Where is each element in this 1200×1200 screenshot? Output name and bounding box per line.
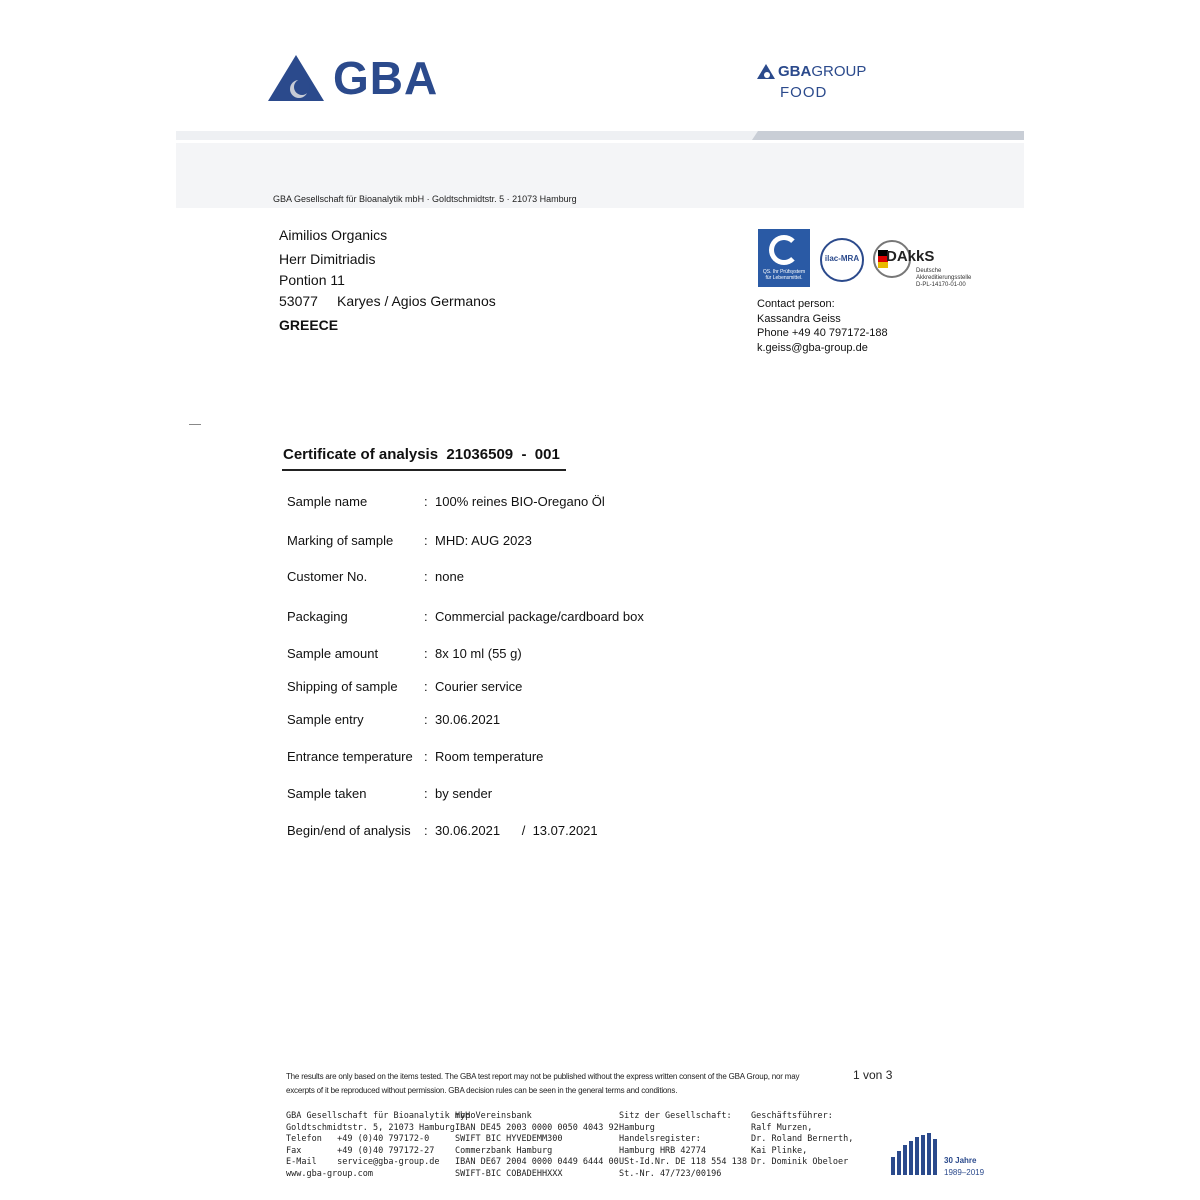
footer-line: Dr. Roland Bernerth, <box>751 1134 854 1144</box>
info-value: 30.06.2021 <box>435 712 501 727</box>
footer-line: IBAN DE45 2003 0000 0050 4043 92 <box>455 1122 619 1133</box>
gba-group-logo-rest: GROUP <box>811 63 867 80</box>
gba-logo-text: GBA <box>333 52 439 104</box>
footer-bank-column <box>455 1111 619 1180</box>
footer-line: Kai Plinke, <box>751 1145 808 1156</box>
recipient-company: Aimilios Organics <box>279 227 388 243</box>
info-label: Sample entry <box>287 712 364 727</box>
header-band-accent <box>752 131 1024 140</box>
footer-line: HypoVereinsbank <box>455 1111 532 1121</box>
info-label: Marking of sample <box>287 533 394 548</box>
recipient-street: Pontion 11 <box>279 272 345 288</box>
qs-logo-text: QS. Ihr Prüfsystem für Lebensmittel. <box>762 269 806 281</box>
fold-mark <box>189 424 201 425</box>
ilac-mra-text: ilac-MRA <box>824 254 860 263</box>
anniversary-title: 30 Jahre <box>944 1156 977 1165</box>
ilac-mra-logo <box>820 238 864 282</box>
footer-line: Goldtschmidtstr. 5, 21073 Hamburg <box>286 1122 455 1133</box>
info-colon: : <box>424 569 428 584</box>
certificate-title-underline <box>282 469 566 471</box>
info-value: by sender <box>435 786 493 801</box>
footer-line: Hamburg HRB 42774 <box>619 1145 706 1156</box>
qs-logo <box>758 229 810 287</box>
footer-line: Ralf Murzen, <box>751 1122 813 1133</box>
gba-group-logo-bold: GBA <box>778 63 812 80</box>
info-value: 100% reines BIO-Oregano Öl <box>435 494 605 509</box>
gba-logo-icon <box>268 55 324 101</box>
info-value: 8x 10 ml (55 g) <box>435 646 522 661</box>
info-label: Customer No. <box>287 569 368 584</box>
info-label: Sample name <box>287 494 368 509</box>
info-label: Sample taken <box>287 786 367 801</box>
info-value: none <box>435 569 464 584</box>
info-colon: : <box>424 494 428 509</box>
sender-line: GBA Gesellschaft für Bioanalytik mbH · Goldtschmidtstr. 5 · 21073 Hamburg <box>273 194 577 204</box>
footer-line: www.gba-group.com <box>286 1168 373 1179</box>
info-colon: : <box>424 749 428 764</box>
footer-line: IBAN DE67 2004 0000 0449 6444 00 <box>455 1157 619 1167</box>
footer-line: Telefon +49 (0)40 797172-0 <box>286 1134 430 1144</box>
info-value: Room temperature <box>435 749 544 764</box>
contact-email: k.geiss@gba-group.de <box>757 342 868 354</box>
footer-line: Fax +49 (0)40 797172-27 <box>286 1145 435 1156</box>
footer-line: E-Mail service@gba-group.de <box>286 1157 440 1167</box>
info-label: Begin/end of analysis <box>287 823 411 838</box>
info-value: Commercial package/cardboard box <box>435 609 644 624</box>
dakks-sub-line2: Akkreditierungsstelle <box>916 275 972 281</box>
dakks-sub-line3: D-PL-14170-01-00 <box>916 282 966 288</box>
info-colon: : <box>424 679 428 694</box>
info-value: MHD: AUG 2023 <box>435 533 532 548</box>
disclaimer-line1: The results are only based on the items tested. The GBA test report may not be published without the express written consent of the GBA Group, nor may <box>286 1072 800 1081</box>
info-colon: : <box>424 533 428 548</box>
info-colon: : <box>424 786 428 801</box>
gba-group-logo <box>778 63 866 81</box>
footer-line: GBA Gesellschaft für Bioanalytik mbH <box>286 1111 471 1121</box>
footer-line: Handelsregister: <box>619 1134 701 1144</box>
anniversary-logo-icon <box>891 1133 939 1175</box>
footer-line: SWIFT-BIC COBADEHHXXX <box>455 1168 563 1179</box>
info-label: Sample amount <box>287 646 379 661</box>
recipient-name: Herr Dimitriadis <box>279 251 376 267</box>
dakks-subtitle <box>916 268 971 289</box>
page-number: 1 von 3 <box>853 1068 893 1082</box>
footer-line: St.-Nr. 47/723/00196 <box>619 1168 722 1179</box>
contact-heading: Contact person: <box>757 298 835 310</box>
info-label: Entrance temperature <box>287 749 413 764</box>
certificate-title: Certificate of analysis 21036509 - 001 <box>283 446 560 463</box>
gba-group-logo-food: FOOD <box>780 84 828 101</box>
recipient-postcode: 53077 <box>279 293 318 309</box>
footer-line: Hamburg <box>619 1122 655 1133</box>
footer-line: Geschäftsführer: <box>751 1111 833 1121</box>
footer-line: SWIFT BIC HYVEDEMM300 <box>455 1134 563 1144</box>
footer-company-column <box>286 1111 470 1180</box>
recipient-country: GREECE <box>279 317 339 333</box>
footer-management-column <box>751 1111 853 1169</box>
anniversary-years: 1989–2019 <box>944 1168 985 1177</box>
footer-registry-column <box>619 1111 747 1180</box>
qs-ring-icon <box>769 235 799 265</box>
disclaimer-line2: excerpts of it be reproduced without permission. GBA decision rules can be seen in the general terms and conditions. <box>286 1086 678 1095</box>
dakks-sub-line1: Deutsche <box>916 268 942 274</box>
contact-phone: Phone +49 40 797172-188 <box>757 327 888 339</box>
info-value: 30.06.2021 / 13.07.2021 <box>435 823 598 838</box>
info-label: Packaging <box>287 609 348 624</box>
disclaimer <box>286 1070 826 1098</box>
info-label: Shipping of sample <box>287 679 398 694</box>
footer-line: USt-Id.Nr. DE 118 554 138 <box>619 1157 747 1167</box>
info-value: Courier service <box>435 679 523 694</box>
info-colon: : <box>424 609 428 624</box>
footer-line: Commerzbank Hamburg <box>455 1145 553 1156</box>
gba-group-logo-icon <box>757 64 775 79</box>
footer-line: Dr. Dominik Obeloer <box>751 1157 849 1167</box>
contact-name: Kassandra Geiss <box>757 313 841 325</box>
info-colon: : <box>424 823 428 838</box>
info-colon: : <box>424 646 428 661</box>
recipient-city: Karyes / Agios Germanos <box>337 293 496 309</box>
footer-line: Sitz der Gesellschaft: <box>619 1111 732 1121</box>
dakks-logo-text: DAkkS <box>886 248 935 265</box>
info-colon: : <box>424 712 428 727</box>
